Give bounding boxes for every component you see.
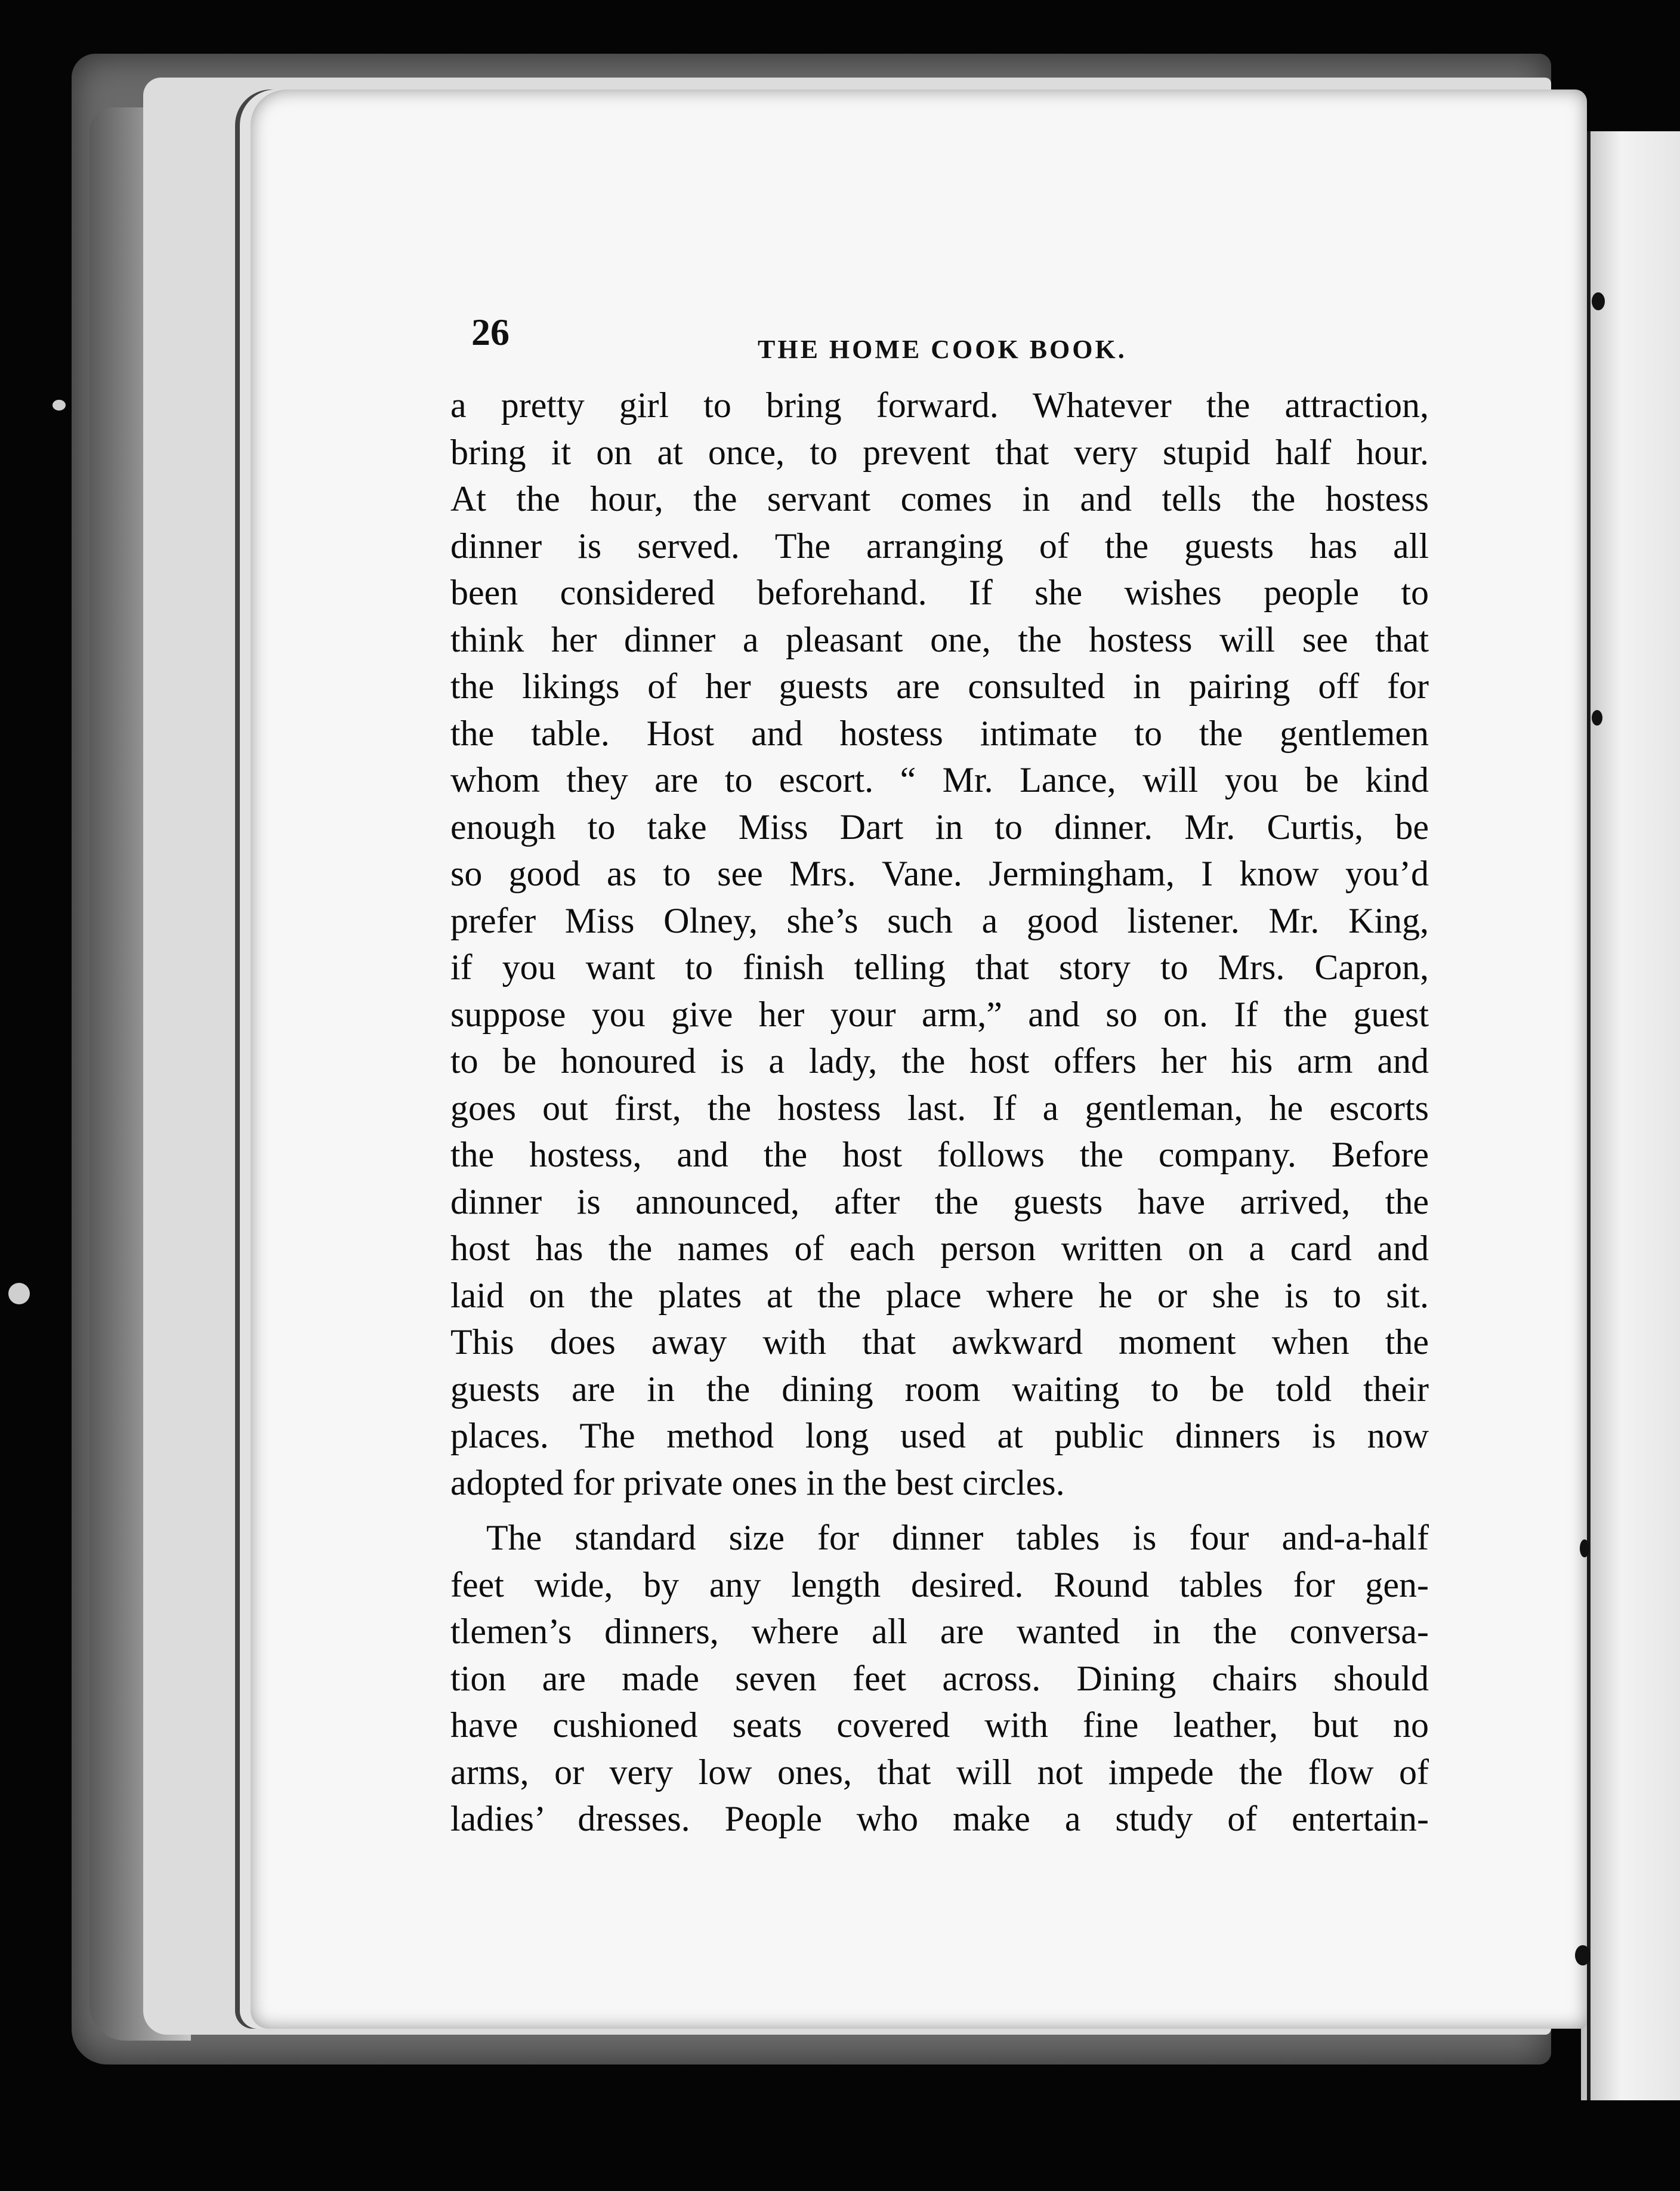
text-line: been considered beforehand. If she wishes people to — [450, 573, 1429, 612]
text-line: places. The method long used at public dinners is now — [450, 1416, 1429, 1455]
gutter-line — [1587, 131, 1591, 2100]
text-line: guests are in the dining room waiting to be told their — [450, 1369, 1429, 1409]
text-line: the table. Host and hostess intimate to the gentlemen — [450, 713, 1429, 753]
text-line: adopted for private ones in the best circles. — [450, 1462, 1065, 1502]
scan-speck — [52, 400, 66, 411]
text-line: if you want to finish telling that story to Mrs. Capron, — [450, 948, 1429, 987]
scan-speck — [1592, 710, 1602, 726]
running-head: THE HOME COOK BOOK. — [758, 335, 1127, 364]
paragraph-2 — [450, 1514, 1429, 1843]
text-line: The standard size for dinner tables is four and-a-half — [486, 1518, 1429, 1557]
text-line: so good as to see Mrs. Vane. Jermingham, I know you’d — [450, 854, 1429, 893]
text-line: tion are made seven feet across. Dining chairs should — [450, 1658, 1429, 1698]
facing-page-edge — [1581, 131, 1680, 2100]
text-line: ladies’ dresses. People who make a study of entertain- — [450, 1799, 1429, 1838]
text-line: tlemen’s dinners, where all are wanted in the conversa- — [450, 1612, 1429, 1651]
page-header — [471, 310, 1139, 364]
text-line: laid on the plates at the place where he or she is to sit. — [450, 1275, 1429, 1315]
text-line: goes out first, the hostess last. If a gentleman, he escorts — [450, 1088, 1429, 1128]
text-line: the hostess, and the host follows the company. Before — [450, 1135, 1429, 1174]
text-line: a pretty girl to bring forward. Whatever the attraction, — [450, 385, 1429, 425]
text-line: suppose you give her your arm,” and so on. If the guest — [450, 994, 1429, 1034]
text-line: bring it on at once, to prevent that very stupid half hour. — [450, 432, 1429, 472]
text-line: to be honoured is a lady, the host offers her his arm and — [450, 1041, 1429, 1081]
text-line: At the hour, the servant comes in and tells the hostess — [450, 479, 1429, 519]
text-line: enough to take Miss Dart in to dinner. Mr. Curtis, be — [450, 807, 1429, 847]
page-body — [450, 382, 1429, 1843]
text-line: arms, or very low ones, that will not impede the flow of — [450, 1752, 1429, 1792]
scan-speck — [8, 1283, 30, 1304]
text-line: This does away with that awkward moment when the — [450, 1322, 1429, 1362]
text-line: have cushioned seats covered with fine leather, but no — [450, 1705, 1429, 1745]
page-number: 26 — [471, 311, 509, 353]
text-line: prefer Miss Olney, she’s such a good listener. Mr. King, — [450, 900, 1429, 940]
text-line: feet wide, by any length desired. Round tables for gen- — [450, 1564, 1429, 1604]
text-line: host has the names of each person written on a card and — [450, 1229, 1429, 1268]
text-line: think her dinner a pleasant one, the hostess will see that — [450, 619, 1429, 659]
text-line: whom they are to escort. “ Mr. Lance, will you be kind — [450, 760, 1429, 800]
text-line: dinner is announced, after the guests have arrived, the — [450, 1181, 1429, 1221]
paragraph-gap — [450, 1506, 1429, 1514]
scan-speck — [1592, 292, 1605, 310]
scan-speck — [1580, 1539, 1589, 1557]
text-line: the likings of her guests are consulted in pairing off for — [450, 666, 1429, 706]
text-line: dinner is served. The arranging of the guests has all — [450, 526, 1429, 566]
paragraph-1 — [450, 382, 1429, 1506]
scan-speck — [1575, 1945, 1591, 1965]
